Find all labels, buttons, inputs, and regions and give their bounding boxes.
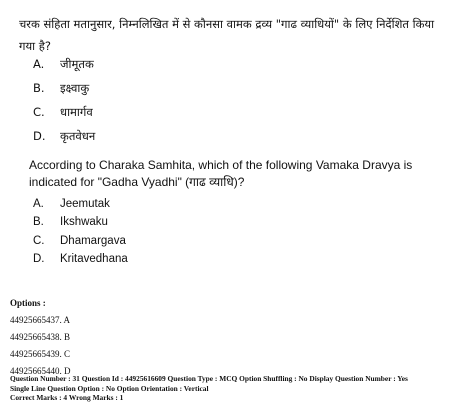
option-id-d: 44925665440. D — [10, 366, 71, 376]
option-key: B. — [33, 81, 45, 95]
option-text: इक्ष्वाकु — [60, 81, 90, 95]
option-text: Ikshwaku — [60, 216, 108, 228]
question-metadata — [10, 374, 455, 403]
metadata-line-3: Correct Marks : 4 Wrong Marks : 1 — [10, 393, 124, 402]
option-id-b: 44925665438. B — [10, 332, 71, 342]
option-text: जीमूतक — [60, 57, 94, 71]
question-text-english: According to Charaka Samhita, which of the following Vamaka Dravya is indicated for "Gadha Vyadhi" (गाढ व्याधि)? — [29, 158, 413, 189]
option-hindi-a — [33, 56, 94, 72]
option-text: धामार्गव — [60, 105, 93, 119]
option-hindi-b — [33, 80, 89, 96]
option-key: B. — [33, 216, 44, 228]
option-id-c: 44925665439. C — [10, 349, 71, 359]
metadata-line-2: Single Line Question Option : No Option Orientation : Vertical — [10, 383, 209, 393]
option-text: कृतवेधन — [60, 129, 96, 143]
option-key: C. — [33, 105, 45, 119]
option-text: Kritavedhana — [60, 253, 128, 265]
option-hindi-d — [33, 128, 95, 144]
option-english-d — [33, 251, 128, 267]
option-english-c — [33, 233, 126, 249]
option-english-a — [33, 196, 110, 212]
option-text: Dhamargava — [60, 235, 126, 247]
option-english-b — [33, 214, 108, 230]
option-text: Jeemutak — [60, 198, 110, 210]
option-key: A. — [33, 57, 45, 71]
option-key: A. — [33, 198, 44, 210]
option-key: D. — [33, 129, 46, 143]
option-ids-block — [10, 295, 71, 380]
metadata-line-1: Question Number : 31 Question Id : 44925616609 Question Type : MCQ Option Shuffling : No Display Question Number : Yes — [10, 374, 408, 383]
question-text-hindi: चरक संहिता मतानुसार, निम्नलिखित में से कौनसा वामक द्रव्य "गाढ व्याधियों" के लिए निर्देशित किया गया है? — [19, 17, 435, 53]
option-hindi-c — [33, 104, 93, 120]
option-key: D. — [33, 253, 45, 265]
option-ids-title: Options : — [10, 298, 46, 308]
option-id-a: 44925665437. A — [10, 315, 71, 325]
option-key: C. — [33, 235, 45, 247]
